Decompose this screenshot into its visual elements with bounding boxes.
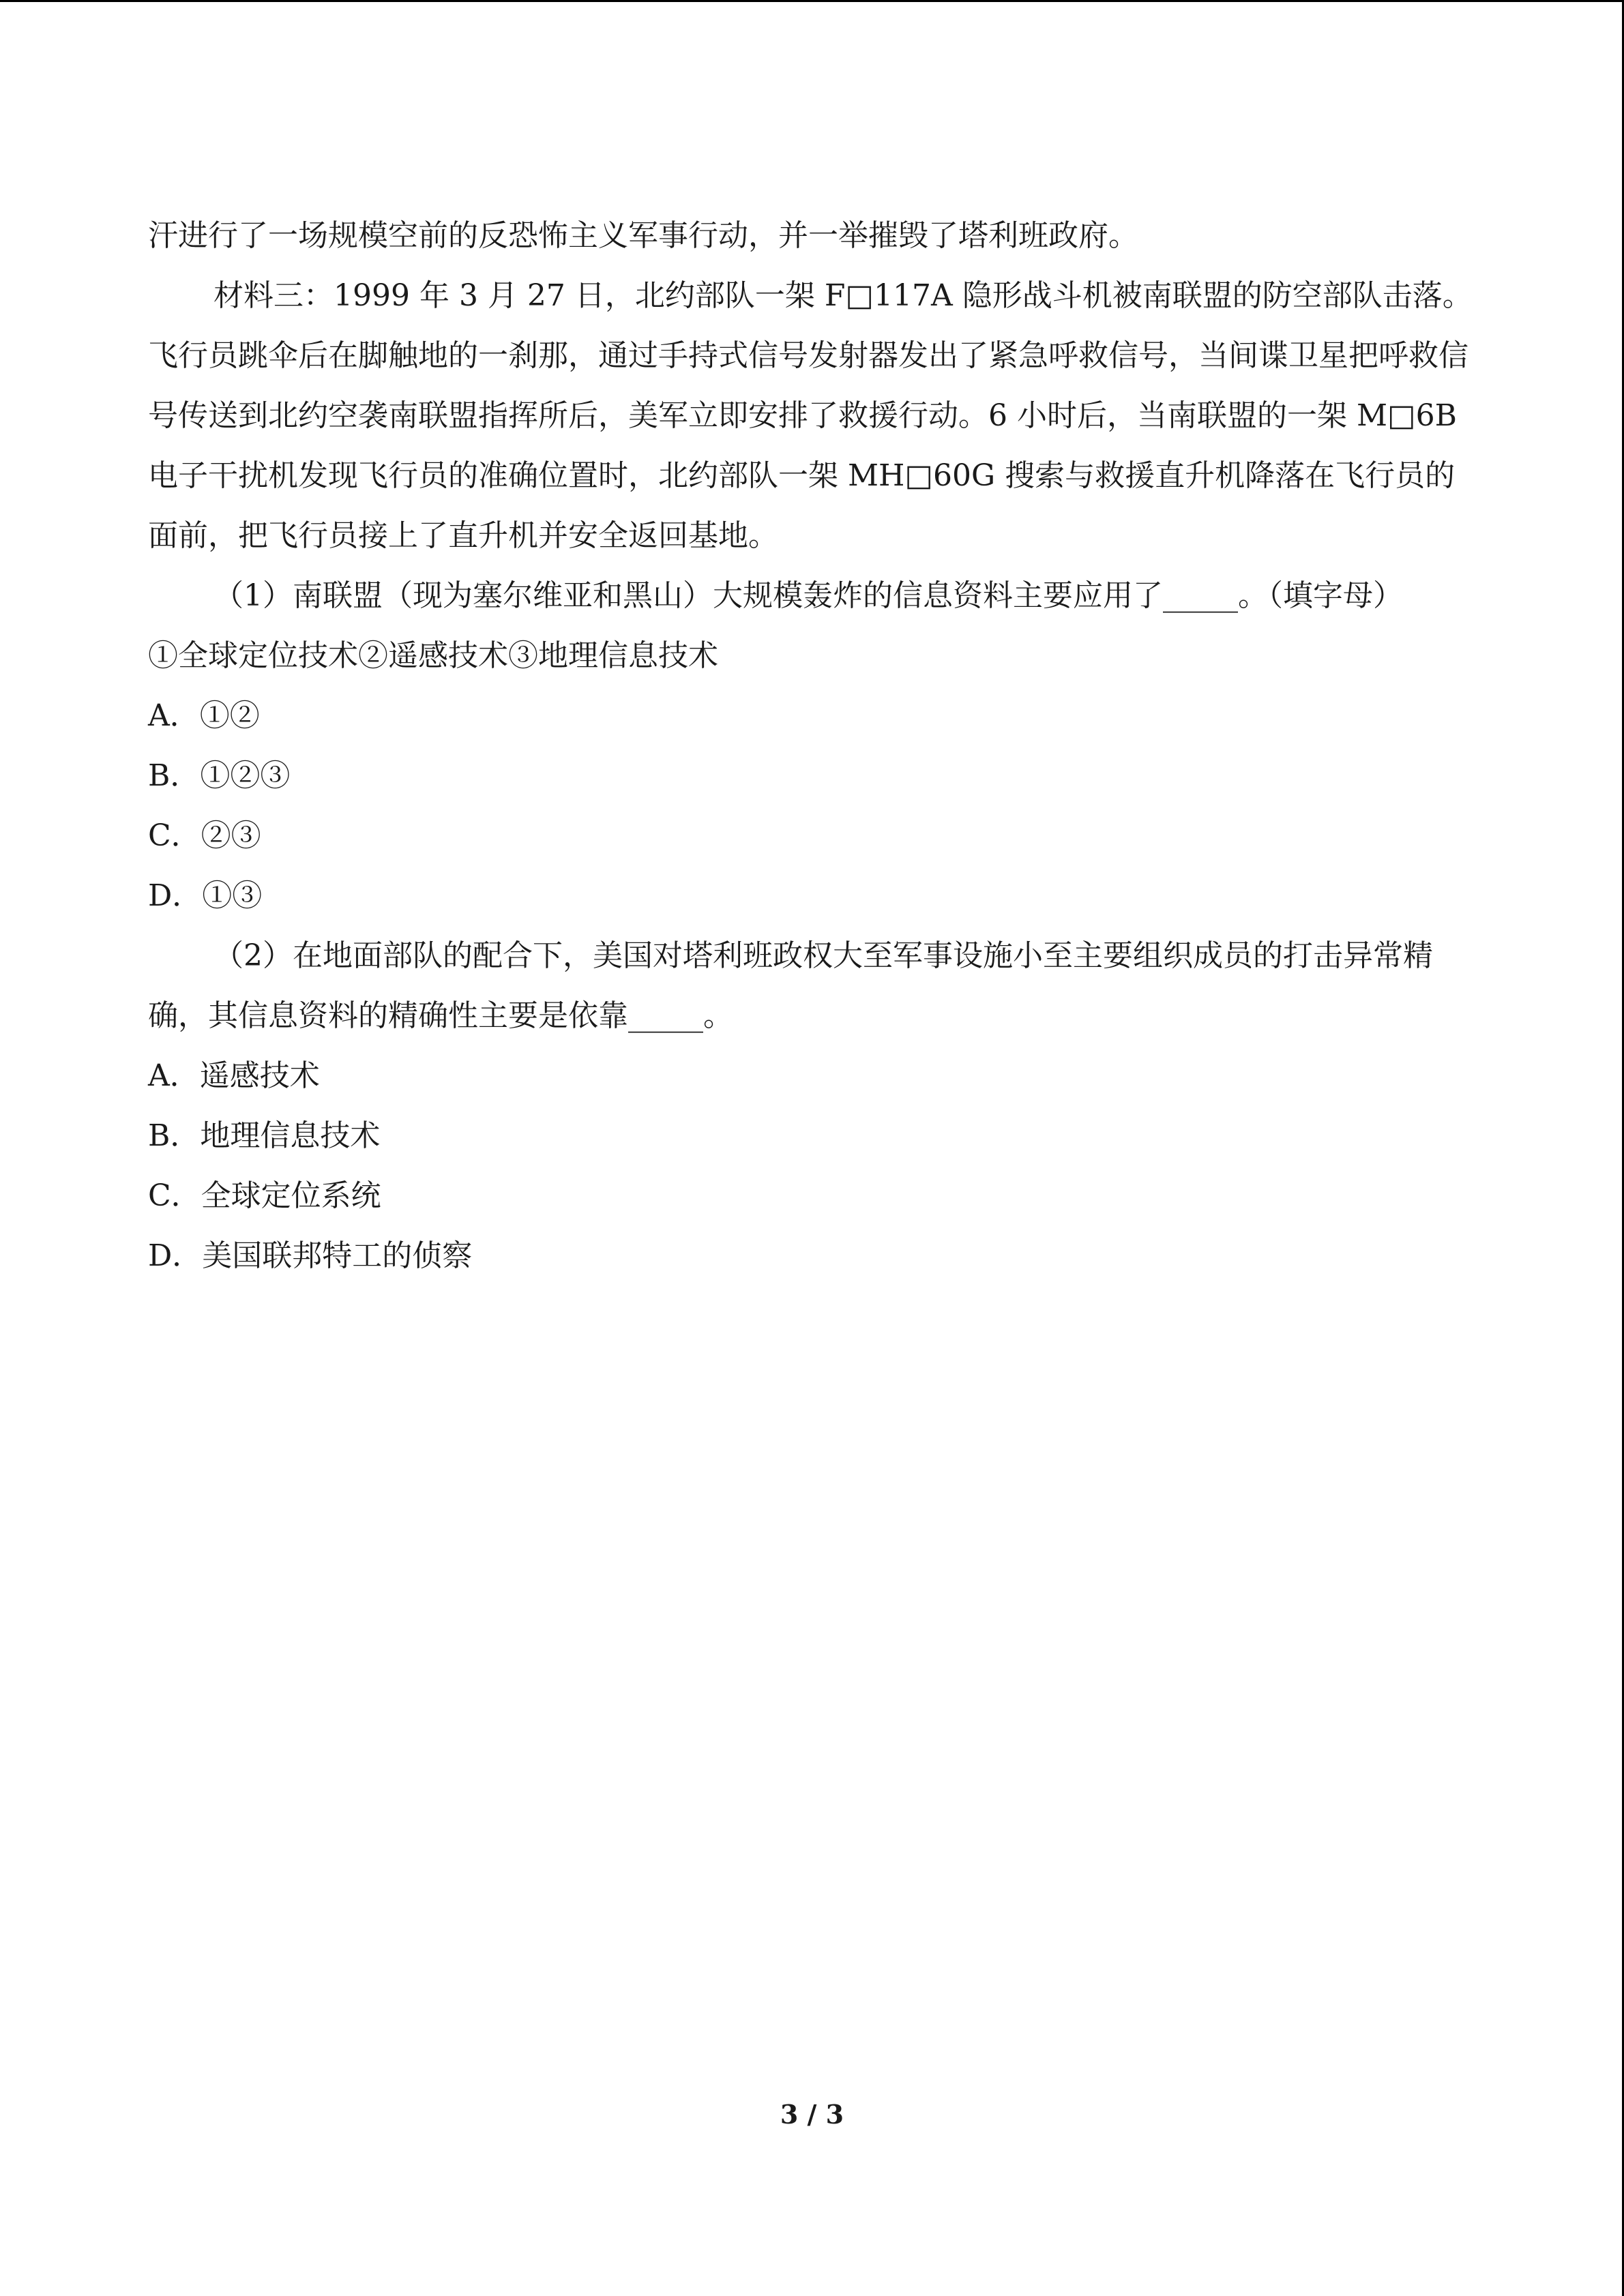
paragraph-continuation: 汗进行了一场规模空前的反恐怖主义军事行动，并一举摧毁了塔利班政府。 (148, 218, 1138, 253)
page-number: 3 / 3 (780, 2099, 844, 2130)
question-2-option-b: B．地理信息技术 (148, 1118, 381, 1153)
paragraph-material-three: 材料三：1999 年 3 月 27 日，北约部队一架 F□117A 隐形战斗机被南联盟的防空部队击落。飞行员跳伞后在脚触地的一刹那，通过手持式信号发射器发出了紧急呼救信号，当间谍卫星把呼救信号传送到北约空袭南联盟指挥所后，美军立即安排了救援行动。6 小时后，当南联盟的一架 M□6B 电子干扰机发现飞行员的准确位置时，北约部队一架 MH□60G 搜索与救援直升机降落在飞行员的面前，把飞行员接上了直升机并安全返回基地。 (148, 278, 1473, 553)
top-border-line (0, 0, 1624, 2)
document-body (148, 206, 1475, 1286)
question-1-option-b: B．①②③ (148, 758, 291, 793)
question-2-option-a: A．遥感技术 (148, 1058, 320, 1093)
question-1-items: ①全球定位技术②遥感技术③地理信息技术 (148, 638, 718, 673)
question-1-stem: （1）南联盟（现为塞尔维亚和黑山）大规模轰炸的信息资料主要应用了_____。（填字母） (213, 578, 1403, 613)
question-1-option-a: A．①② (148, 698, 260, 733)
question-1-option-d: D．①③ (148, 878, 263, 913)
question-2-stem: （2）在地面部队的配合下，美国对塔利班政权大至军事设施小至主要组织成员的打击异常精确，其信息资料的精确性主要是依靠_____。 (148, 938, 1433, 1033)
question-2-option-d: D．美国联邦特工的侦察 (148, 1238, 473, 1273)
question-2-option-c: C．全球定位系统 (148, 1178, 381, 1213)
question-1-option-c: C．②③ (148, 818, 261, 853)
